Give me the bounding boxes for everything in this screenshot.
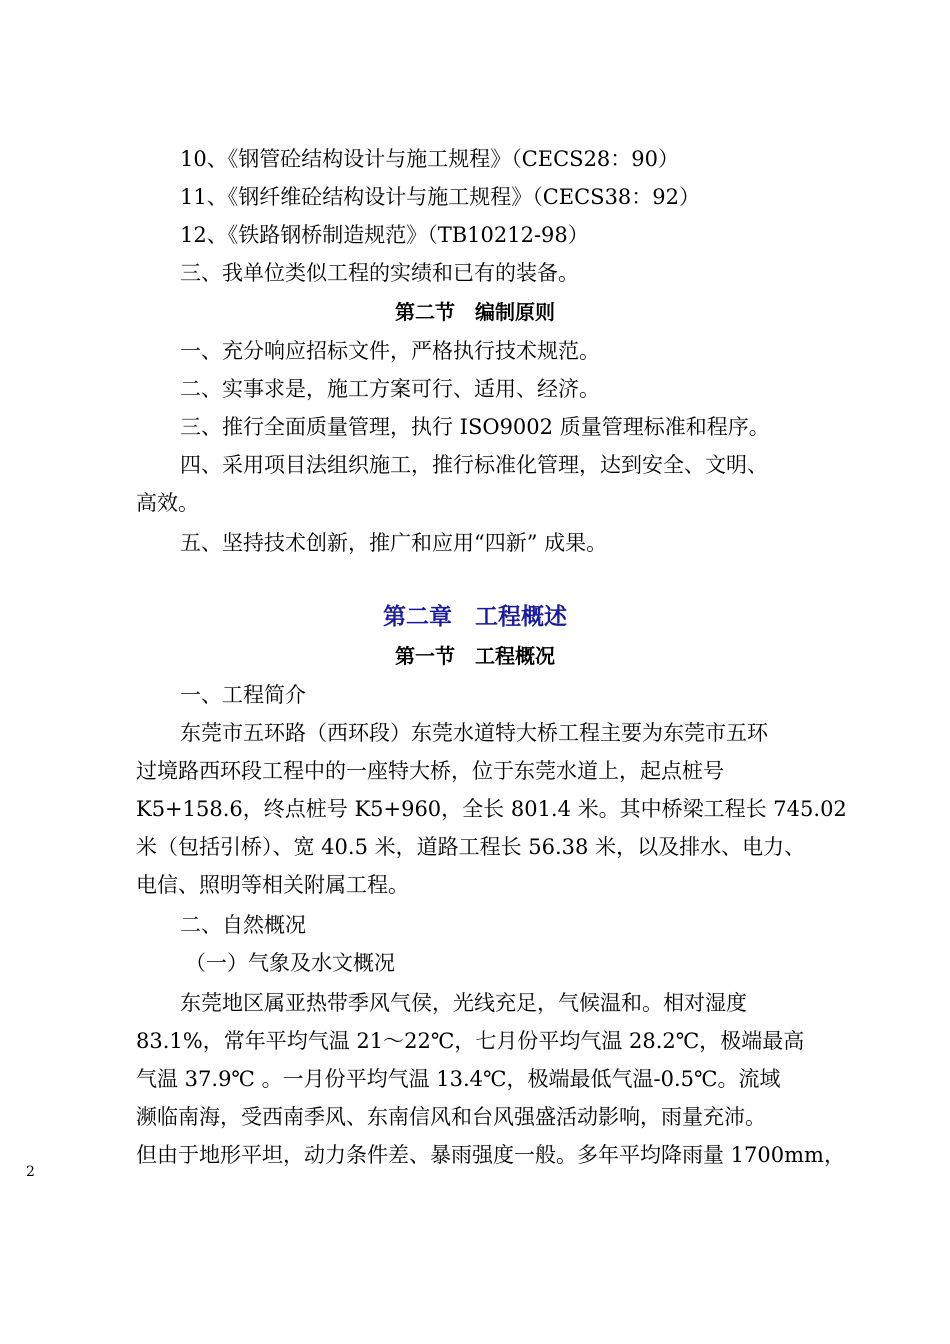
intro-paragraph-line: 米（包括引桥）、宽 40.5 米，道路工程长 56.38 米，以及排水、电力、 bbox=[136, 835, 806, 859]
principle-item-3: 三、推行全面质量管理，执行 ISO9002 质量管理标准和程序。 bbox=[180, 415, 770, 439]
basis-item-3: 三、我单位类似工程的实绩和已有的装备。 bbox=[180, 261, 579, 285]
section-title-overview: 第一节 工程概况 bbox=[395, 644, 555, 668]
intro-paragraph-line: 过境路西环段工程中的一座特大桥，位于东莞水道上，起点桩号 bbox=[136, 759, 724, 783]
principle-item-4-continued: 高效。 bbox=[136, 491, 199, 515]
natural-heading: 二、自然概况 bbox=[180, 913, 306, 937]
climate-paragraph-line: 气温 37.9℃ 。一月份平均气温 13.4℃，极端最低气温-0.5℃。流域 bbox=[136, 1067, 781, 1091]
climate-paragraph-line: 83.1%，常年平均气温 21～22℃，七月份平均气温 28.2℃，极端最高 bbox=[136, 1029, 805, 1053]
intro-heading: 一、工程简介 bbox=[180, 683, 306, 707]
chapter-title: 第二章 工程概述 bbox=[383, 604, 567, 630]
reference-item-10: 10、《钢管砼结构设计与施工规程》（CECS28：90） bbox=[180, 147, 680, 171]
climate-heading: （一）气象及水文概况 bbox=[185, 951, 395, 975]
principle-item-2: 二、实事求是，施工方案可行、适用、经济。 bbox=[180, 377, 600, 401]
reference-item-12: 12、《铁路钢桥制造规范》（TB10212-98） bbox=[180, 223, 589, 247]
section-title-principles: 第二节 编制原则 bbox=[395, 300, 555, 324]
climate-paragraph-line: 东莞地区属亚热带季风气侯，光线充足，气候温和。相对湿度 bbox=[180, 991, 747, 1015]
principle-item-4: 四、采用项目法组织施工，推行标准化管理，达到安全、文明、 bbox=[180, 453, 768, 477]
principle-item-1: 一、充分响应招标文件，严格执行技术规范。 bbox=[180, 339, 600, 363]
climate-paragraph-line: 但由于地形平坦，动力条件差、暴雨强度一般。多年平均降雨量 1700mm， bbox=[136, 1143, 845, 1167]
reference-item-11: 11、《钢纤维砼结构设计与施工规程》（CECS38：92） bbox=[180, 185, 701, 209]
page-number: 2 bbox=[26, 1164, 35, 1180]
intro-paragraph-line: K5+158.6，终点桩号 K5+960，全长 801.4 米。其中桥梁工程长 745.02 bbox=[136, 797, 847, 821]
climate-paragraph-line: 濒临南海，受西南季风、东南信风和台风强盛活动影响，雨量充沛。 bbox=[136, 1105, 766, 1129]
intro-paragraph-line: 东莞市五环路（西环段）东莞水道特大桥工程主要为东莞市五环 bbox=[180, 721, 768, 745]
intro-paragraph-line: 电信、照明等相关附属工程。 bbox=[136, 873, 409, 897]
principle-item-5: 五、坚持技术创新，推广和应用“四新” 成果。 bbox=[180, 531, 608, 555]
